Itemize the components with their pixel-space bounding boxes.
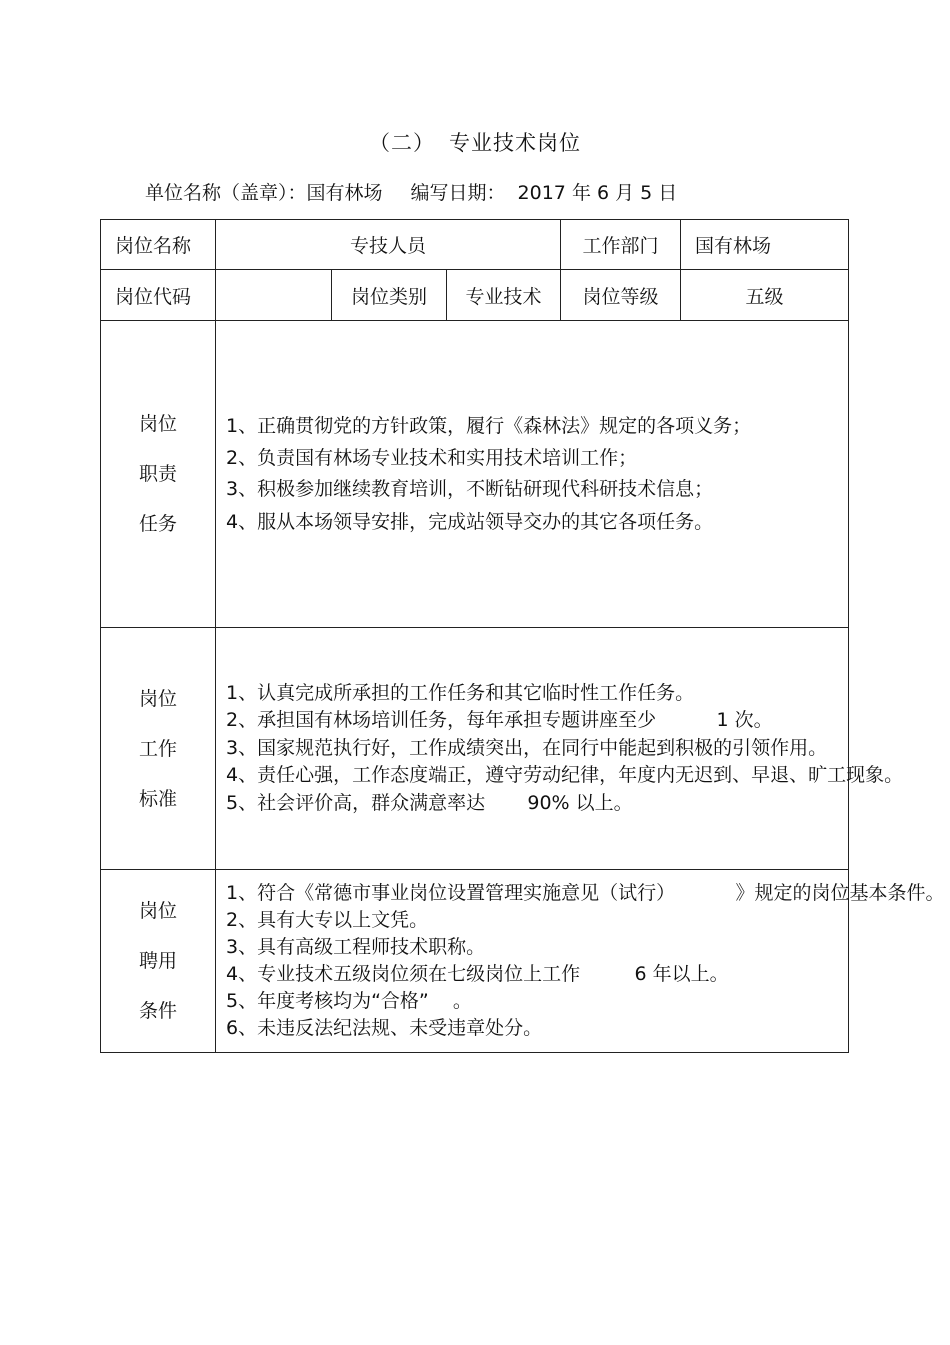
list-item: 3、国家规范执行好，工作成绩突出，在同行中能起到积极的引领作用。 — [226, 736, 828, 759]
date-value: 2017 年 6 月 5 日 — [517, 182, 678, 204]
standards-label: 岗位 工作 标准 — [101, 628, 216, 870]
category-label: 岗位类别 — [332, 270, 447, 321]
post-description-table — [100, 219, 945, 1053]
unit-label: 单位名称（盖章）： — [145, 182, 307, 204]
list-item: 2、承担国有林场培训任务，每年承担专题讲座至少 1 次。 — [226, 709, 773, 732]
unit-value: 国有林场 — [306, 182, 383, 204]
post-code-label: 岗位代码 — [101, 270, 216, 321]
table-row-standards — [101, 628, 849, 870]
list-item: 1、符合《常德市事业岗位设置管理实施意见（试行） 》规定的岗位基本条件。 — [226, 882, 945, 904]
list-item: 5、年度考核均为“合格” 。 — [226, 990, 472, 1012]
dept-label: 工作部门 — [561, 220, 681, 270]
list-item: 2、负责国有林场专业技术和实用技术培训工作； — [226, 446, 638, 469]
list-item: 1、正确贯彻党的方针政策，履行《森林法》规定的各项义务； — [226, 414, 752, 437]
duties-content — [216, 321, 849, 628]
grade-value: 五级 — [681, 270, 849, 321]
table-row-duties — [101, 321, 849, 628]
duties-label: 岗位 职责 任务 — [101, 321, 216, 628]
post-code-value — [216, 270, 332, 321]
hiring-label: 岗位 聘用 条件 — [101, 870, 216, 1053]
page-title — [0, 127, 950, 157]
list-item: 4、服从本场领导安排，完成站领导交办的其它各项任务。 — [226, 510, 714, 533]
list-item: 2、具有大专以上文凭。 — [226, 909, 429, 931]
table-row-post-code — [101, 270, 849, 321]
post-name-value: 专技人员 — [216, 220, 561, 270]
grade-label: 岗位等级 — [561, 270, 681, 321]
table-row-hiring — [101, 870, 849, 1053]
date-label: 编写日期： — [410, 182, 506, 204]
table-row-post-name — [101, 220, 849, 270]
post-name-label: 岗位名称 — [101, 220, 216, 270]
dept-value: 国有林场 — [681, 220, 849, 270]
list-item: 5、社会评价高，群众满意率达 90% 以上。 — [226, 791, 633, 814]
list-item: 3、具有高级工程师技术职称。 — [226, 936, 486, 958]
list-item: 4、责任心强，工作态度端正，遵守劳动纪律，年度内无迟到、早退、旷工现象。 — [226, 764, 904, 787]
list-item: 6、未违反法纪法规、未受违章处分。 — [226, 1017, 543, 1039]
list-item: 3、积极参加继续教育培训，不断钻研现代科研技术信息； — [226, 477, 714, 500]
category-value: 专业技术 — [447, 270, 561, 321]
standards-content — [216, 628, 904, 870]
list-item: 4、专业技术五级岗位须在七级岗位上工作 6 年以上。 — [226, 963, 729, 985]
hiring-content — [216, 870, 945, 1053]
form-header — [145, 178, 677, 205]
title-text: 专业技术岗位 — [449, 131, 581, 155]
list-item: 1、认真完成所承担的工作任务和其它临时性工作任务。 — [226, 681, 695, 704]
title-number: （二） — [369, 131, 435, 155]
